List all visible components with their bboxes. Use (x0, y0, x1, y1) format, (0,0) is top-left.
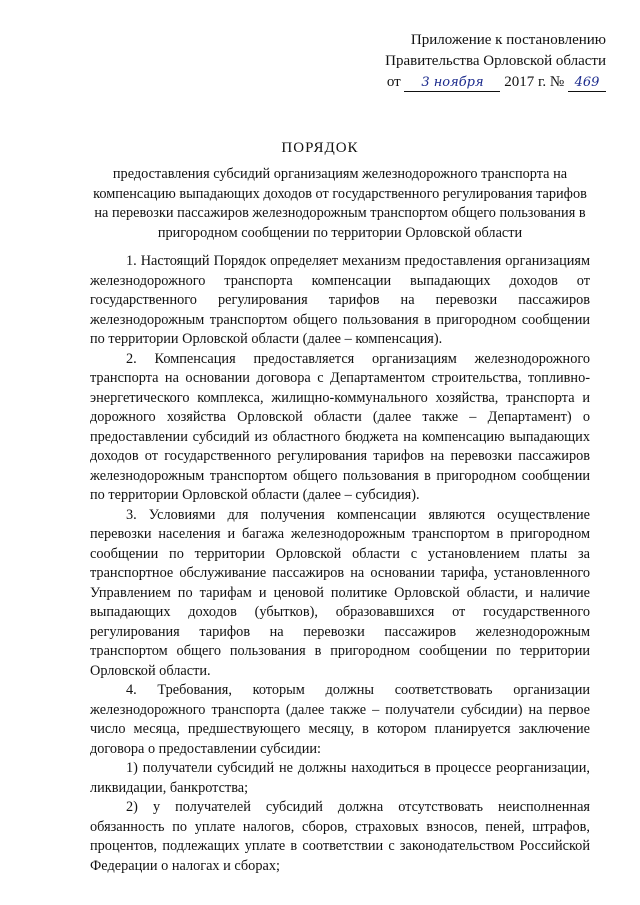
header-government-line: Правительства Орловской области (385, 53, 606, 69)
document-body (90, 252, 590, 876)
paragraph-4-item-2: 2) у получателей субсидий должна отсутствовать неисполненная обязанность по уплате налогов, сборов, страховых взносов, пеней, штрафов, процентов, подлежащих уплате в соответствии с законодательством Российской Федерации о налогах и сборах; (90, 799, 590, 874)
paragraph-1: 1. Настоящий Порядок определяет механизм предоставления организациям железнодорожного транспорта компенсации выпадающих доходов от государственного регулирования тарифов на перевозки пассажиров железнодорожным транспортом общего пользования в пригородном сообщении по территории Орловской области (далее – компенсация). (90, 253, 590, 347)
document-subtitle: предоставления субсидий организациям железнодорожного транспорта на компенсацию выпадающих доходов от государственного регулирования тарифов на перевозки пассажиров железнодорожным транспортом общего пользования в пригородном сообщении по территории Орловской области (93, 166, 587, 241)
resolution-header (346, 30, 606, 93)
paragraph-2: 2. Компенсация предоставляется организациям железнодорожного транспорта на основании договора с Департаментом строительства, топливно-энергетического комплекса, жилищно-коммунального хозяйства, транспорта и дорожного хозяйства Орловской области (далее также – Департамент) о предоставлении субсидий из областного бюджета на компенсацию выпадающих доходов от государственного регулирования тарифов на перевозки пассажиров железнодорожным транспортом общего пользования в пригородном сообщении по территории Орловской области (далее – субсидия). (90, 350, 590, 503)
header-date-line (346, 72, 606, 93)
header-date-prefix: от (386, 74, 401, 90)
handwritten-date: 3 ноября (404, 75, 500, 92)
paragraph-3: 3. Условиями для получения компенсации являются осуществление перевозки населения и багажа железнодорожным транспортом в пригородном сообщении по территории Орловской области с установлением платы за транспортное обслуживание пассажиров на основании тарифа, установленного Управлением по тарифам и ценовой политике Орловской области, и наличие выпадающих доходов (убытков), образовавшихся от государственного регулирования тарифов на перевозки пассажиров железнодорожным транспортом общего пользования в пригородном сообщении по территории Орловской области. (90, 506, 590, 679)
paragraph-4-item-1: 1) получатели субсидий не должны находиться в процессе реорганизации, ликвидации, банкротства; (90, 760, 590, 796)
handwritten-number: 469 (568, 75, 606, 92)
document-title: ПОРЯДОК (281, 140, 359, 156)
paragraph-4: 4. Требования, которым должны соответствовать организации железнодорожного транспорта (далее также – получатели субсидии) на первое число месяца, предшествующего месяцу, в котором планируется заключение договора о предоставлении субсидии: (90, 682, 590, 757)
header-year-text: 2017 г. № (504, 74, 565, 90)
header-appendix-line: Приложение к постановлению (410, 32, 606, 48)
